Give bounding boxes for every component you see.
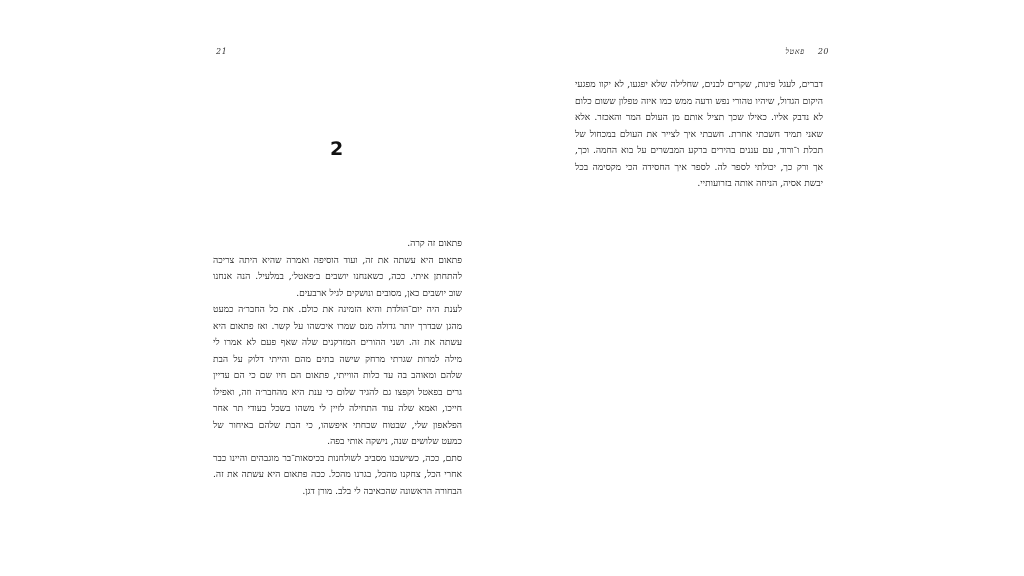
paragraph: דברים, לעגל פינות, שקרים לבנים, שחלילה שלא יפגעו, לא יקוו מפגעי היקום הגדול, שיהיו טהורי נפש ודעה ממש כמו איזה טפלון ששום כלום לא נדבק אליו. כאילו שכך תציל אותם מן העולם המר והאכזר. אלא שאני תמיד חשבתי אחרת. חשבתי איך לצייר את העולם במכחול של תכלת ו־ורוד, עם עננים בהירים ברקע המבשרים על בוא החמה. וכך, אך ורק כך, יכולתי לספר לה. לספר איך החסידה הכי מקסימה בכל יבשת אסיה, הניחה אותה בזרועותיי. xyxy=(575,80,823,189)
page-number-right: 20 xyxy=(817,47,829,56)
chapter-number: 2 xyxy=(330,138,344,160)
paragraph: פתאום זה קרה. xyxy=(407,239,462,249)
running-head-right xyxy=(785,47,829,56)
paragraph: לענת היה יום־הולדת והיא הזמינה את כולם. את כל החבר׳ה כמעט מהגן שבדרך יותר גדולה מנס שמרו איכשהו על קשר. ואז פתאום היא עשתה את זה. ושני ההורים המזדקנים שלה שאף פעם לא אמרו לי מילה למרות שגרתי מרחק שישה בתים מהם והייתי דלוק על הבת שלהם ומאוהב בה עד כלות הווייתי, פתאום הם חיו שם כי הם עדיין גרים בפאטל וקפצו גם להגיד שלום כי ענת היא מהחבר׳ה וזה, ואפילו חייכו, ואמא שלה עוד התחילה לזיין לי משהו בשכל בעודי תר אחר הפלאפון שלי, שבטוח שכחתי איפשהו, כי הבת שלהם באיחור של כמעט שלושים שנה, נישקה אותי בפה. xyxy=(213,305,462,447)
running-title: פאטל xyxy=(785,47,805,56)
page-number-left: 21 xyxy=(216,47,228,56)
right-page xyxy=(512,0,1024,576)
paragraph: פתאום היא עשתה את זה, ועוד הוסיפה ואמרה שהיא היתה צריכה להתחתן איתי. ככה, כשאנחנו יושבים ב׳פאטל׳, במלעיל. הנה אנחנו שוב יושבים כאן, מסובים ונושקים לגיל ארבעים. xyxy=(213,255,462,299)
left-body-text xyxy=(213,236,462,500)
right-body-text xyxy=(575,77,823,193)
paragraph: סתם, ככה, כשישבנו מסביב לשולחנות בכיסאות־בר מוגבהים והיינו כבר אחרי הכל, צחקנו מהכל, בגרנו מהכל. ככה פתאום היא עשתה את זה. הבחורה הראשונה שהכאיבה לי בלב. מורן דגן. xyxy=(213,453,462,497)
